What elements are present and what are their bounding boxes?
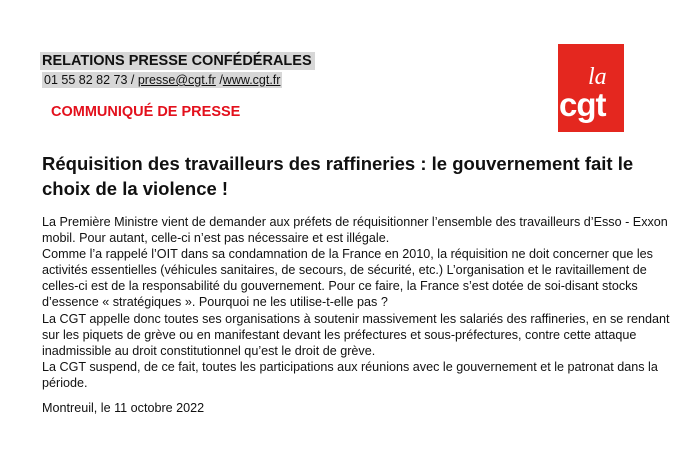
document-type: COMMUNIQUÉ DE PRESSE xyxy=(51,104,241,120)
body-paragraph: La CGT suspend, de ce fait, toutes les participations aux réunions avec le gouvernement et le patronat dans la période. xyxy=(42,359,658,390)
phone-number: 01 55 82 82 73 xyxy=(44,73,128,87)
press-release-body xyxy=(42,214,682,391)
website-link[interactable]: www.cgt.fr xyxy=(222,73,281,87)
logo-text-bottom: cgt xyxy=(559,86,606,123)
contact-separator: / xyxy=(127,73,138,87)
email-link[interactable]: presse@cgt.fr xyxy=(137,73,216,87)
body-paragraph: La Première Ministre vient de demander aux préfets de réquisitionner l’ensemble des travailleurs d’Esso - Exxon mobil. Pour autant, celle-ci n’est pas nécessaire et est illégale. xyxy=(42,215,668,246)
org-name: RELATIONS PRESSE CONFÉDÉRALES xyxy=(40,52,315,70)
logo-text-top: la xyxy=(588,64,607,90)
contact-separator: / xyxy=(215,73,223,87)
place-date: Montreuil, le 11 octobre 2022 xyxy=(42,401,205,415)
body-paragraph: La CGT appelle donc toutes ses organisations à soutenir massivement les salariés des raffineries, en se rendant sur les piquets de grève ou en manifestant devant les préfectures et sous-préfectures, contre cette attaque inadmissible au droit constitutionnel qu’est le droit de grève. xyxy=(42,311,670,358)
contact-line xyxy=(42,72,282,88)
body-paragraph: Comme l’a rappelé l’OIT dans sa condamnation de la France en 2010, la réquisition ne doit concerner que les activités essentielles (véhicules sanitaires, de secours, de sécurité, etc.) L’organisation et le ravitaillement de celles-ci est de la responsabilité du gouvernement. Pour ce faire, la France s’est dotée de soi-disant stocks d’essence « stratégiques ». Pourquoi ne les utilise-t-elle pas ? xyxy=(42,247,653,310)
cgt-logo xyxy=(558,44,624,132)
press-release-title: Réquisition des travailleurs des raffineries : le gouvernement fait le choix de la violence ! xyxy=(42,153,634,199)
